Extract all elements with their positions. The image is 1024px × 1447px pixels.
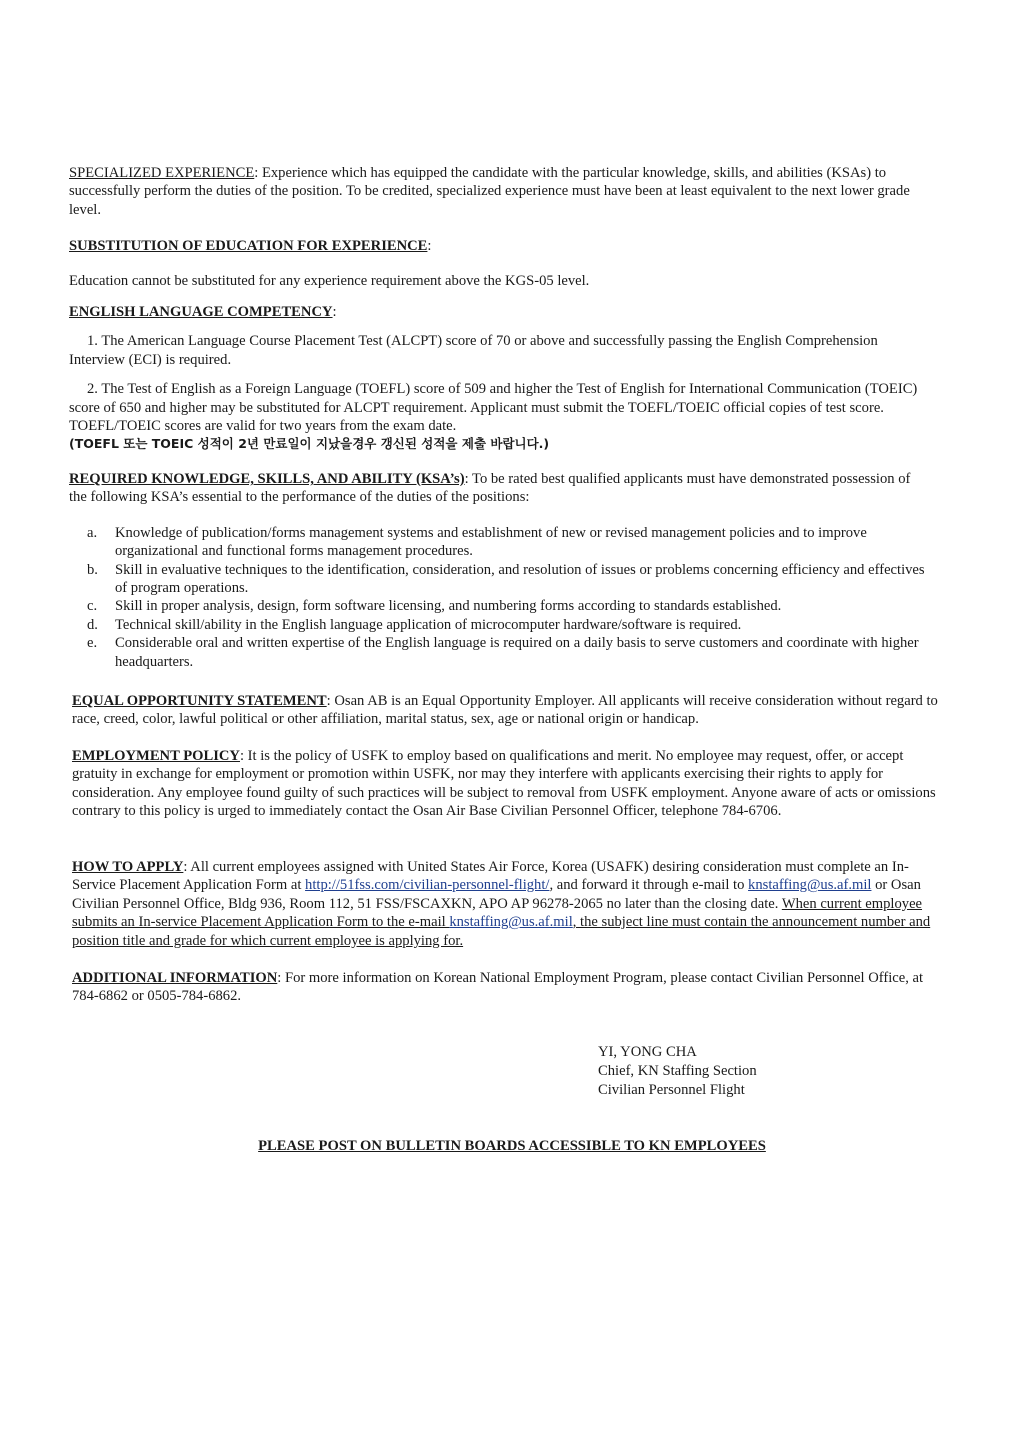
english-item-1: 1. The American Language Course Placement Test (ALCPT) score of 70 or above and successfully passing the English Comprehension Interview (ECI) is required.	[69, 333, 878, 368]
how-to-apply-heading: HOW TO APPLY	[72, 859, 184, 875]
staffing-email-link-2[interactable]: knstaffing@us.af.mil	[449, 914, 573, 931]
signatory-title: Chief, KN Staffing Section	[598, 1063, 757, 1079]
equal-opportunity-text: : Osan AB is an Equal Opportunity Employer. All applicants will receive consideration without regard to race, creed, color, lawful political or other affiliation, marital status, sex, age or national origin or handicap.	[72, 693, 938, 728]
ksa-item: b. Skill in evaluative techniques to the identification, consideration, and resolution of issues or problems concerning efficiency and effectives of program operations.	[87, 561, 925, 597]
substitution-heading: SUBSTITUTION OF EDUCATION FOR EXPERIENCE	[69, 238, 428, 254]
additional-information-text: : For more information on Korean National Employment Program, please contact Civilian Personnel Office, at 784-6862 or 0505-784-6862.	[72, 970, 924, 1005]
additional-information-section	[72, 969, 932, 1006]
specialized-experience-paragraph	[69, 164, 941, 219]
employment-policy-heading: EMPLOYMENT POLICY	[72, 748, 240, 764]
english-competency-section: ENGLISH LANGUAGE COMPETENCY: 1. The American Language Course Placement Test (ALCPT) score of 70 or above and successfully passing the English Comprehension Interview (ECI) is required. 2. The Test of English as a Foreign Language (TOEFL) score of 509 and higher the Test of English for International Communication (TOEIC) score of 650 and higher may be substituted for ALCPT requirement. Applicant must submit the TOEFL/TOEIC official copies of test score. TOEFL/TOEIC scores are valid for two years from the exam date. (TOEFL 또는 TOEIC 성적이 2년 만료일이 지났을경우 갱신된 성적을 제출 바랍니다.)	[69, 303, 935, 454]
equal-opportunity-section	[72, 692, 938, 729]
signature-block	[598, 1043, 757, 1100]
signatory-name: YI, YONG CHA	[598, 1044, 697, 1060]
english-item-2: 2. The Test of English as a Foreign Language (TOEFL) score of 509 and higher the Test of English for International Communication (TOEIC) score of 650 and higher may be substituted for ALCPT requirement. Applicant must submit the TOEFL/TOEIC official copies of test score. TOEFL/TOEIC scores are valid for two years from the exam date.	[69, 381, 918, 435]
english-competency-heading: ENGLISH LANGUAGE COMPETENCY	[69, 304, 333, 320]
substitution-text: Education cannot be substituted for any experience requirement above the KGS-05 level.	[69, 273, 590, 290]
specialized-experience-section	[69, 164, 941, 219]
equal-opportunity-heading: EQUAL OPPORTUNITY STATEMENT	[72, 693, 327, 709]
specialized-experience-heading: SPECIALIZED EXPERIENCE	[69, 165, 255, 181]
ksa-heading: REQUIRED KNOWLEDGE, SKILLS, AND ABILITY (KSA’s)	[69, 471, 465, 487]
posting-notice: PLEASE POST ON BULLETIN BOARDS ACCESSIBLE TO KN EMPLOYEES	[258, 1138, 766, 1154]
employment-policy-text: : It is the policy of USFK to employ based on qualifications and merit. No employee may request, offer, or accept gratuity in exchange for employment or promotion within USFK, nor may they interfere with applicants exercising their rights to apply for consideration. Any employee found guilty of such practices will be subject to removal from USFK employment. Anyone aware of acts or omissions contrary to this policy is urged to immediately contact the Osan Air Base Civilian Personnel Officer, telephone 784-6706.	[72, 748, 936, 820]
ksa-item: e. Considerable oral and written expertise of the English language is required on a daily basis to serve customers and coordinate with higher headquarters.	[87, 635, 919, 670]
how-to-apply-section: HOW TO APPLY: All current employees assigned with United States Air Force, Korea (USAFK) desiring consideration must complete an In-Service Placement Application Form at http://51fss.com/civilian-personnel-flight/, and forward it through e-mail to knstaffing@us.af.mil or Osan Civilian Personnel Office, Bldg 936, Room 112, 51 FSS/FSCAXKN, APO AP 96278-2065 no later than the closing date. When current employee submits an In-service Placement Application Form to the e-mail knstaffing@us.af.mil, the subject line must contain the announcement number and position title and grade for which current employee is applying for.	[72, 859, 931, 949]
staffing-email-link[interactable]: knstaffing@us.af.mil	[748, 877, 872, 894]
additional-information-heading: ADDITIONAL INFORMATION	[72, 970, 278, 986]
ksa-section	[69, 470, 929, 671]
civilian-personnel-link[interactable]: http://51fss.com/civilian-personnel-flight/	[305, 877, 550, 894]
korean-note: (TOEFL 또는 TOEIC 성적이 2년 만료일이 지났을경우 갱신된 성적을 제출 바랍니다.)	[69, 436, 550, 452]
ksa-item: c. Skill in proper analysis, design, form software licensing, and numbering forms according to standards established.	[87, 598, 782, 615]
substitution-section: SUBSTITUTION OF EDUCATION FOR EXPERIENCE: Education cannot be substituted for any experience requirement above the KGS-05 level.	[69, 237, 949, 291]
ksa-item: a. Knowledge of publication/forms management systems and establishment of new or revised management policies and to improve organizational and functional forms management procedures.	[87, 524, 867, 560]
ksa-list	[69, 524, 929, 671]
ksa-item: d. Technical skill/ability in the English language application of microcomputer hardware/software is required.	[87, 616, 742, 633]
specialized-experience-text: : Experience which has equipped the candidate with the particular knowledge, skills, and abilities (KSAs) to successfully perform the duties of the position. To be credited, specialized experience must have been at least equivalent to the next lower grade level.	[69, 165, 910, 218]
signatory-office: Civilian Personnel Flight	[598, 1082, 745, 1098]
ksa-intro: : To be rated best qualified applicants must have demonstrated possession of the following KSA’s essential to the performance of the duties of the positions:	[69, 471, 911, 506]
employment-policy-section	[72, 747, 942, 821]
